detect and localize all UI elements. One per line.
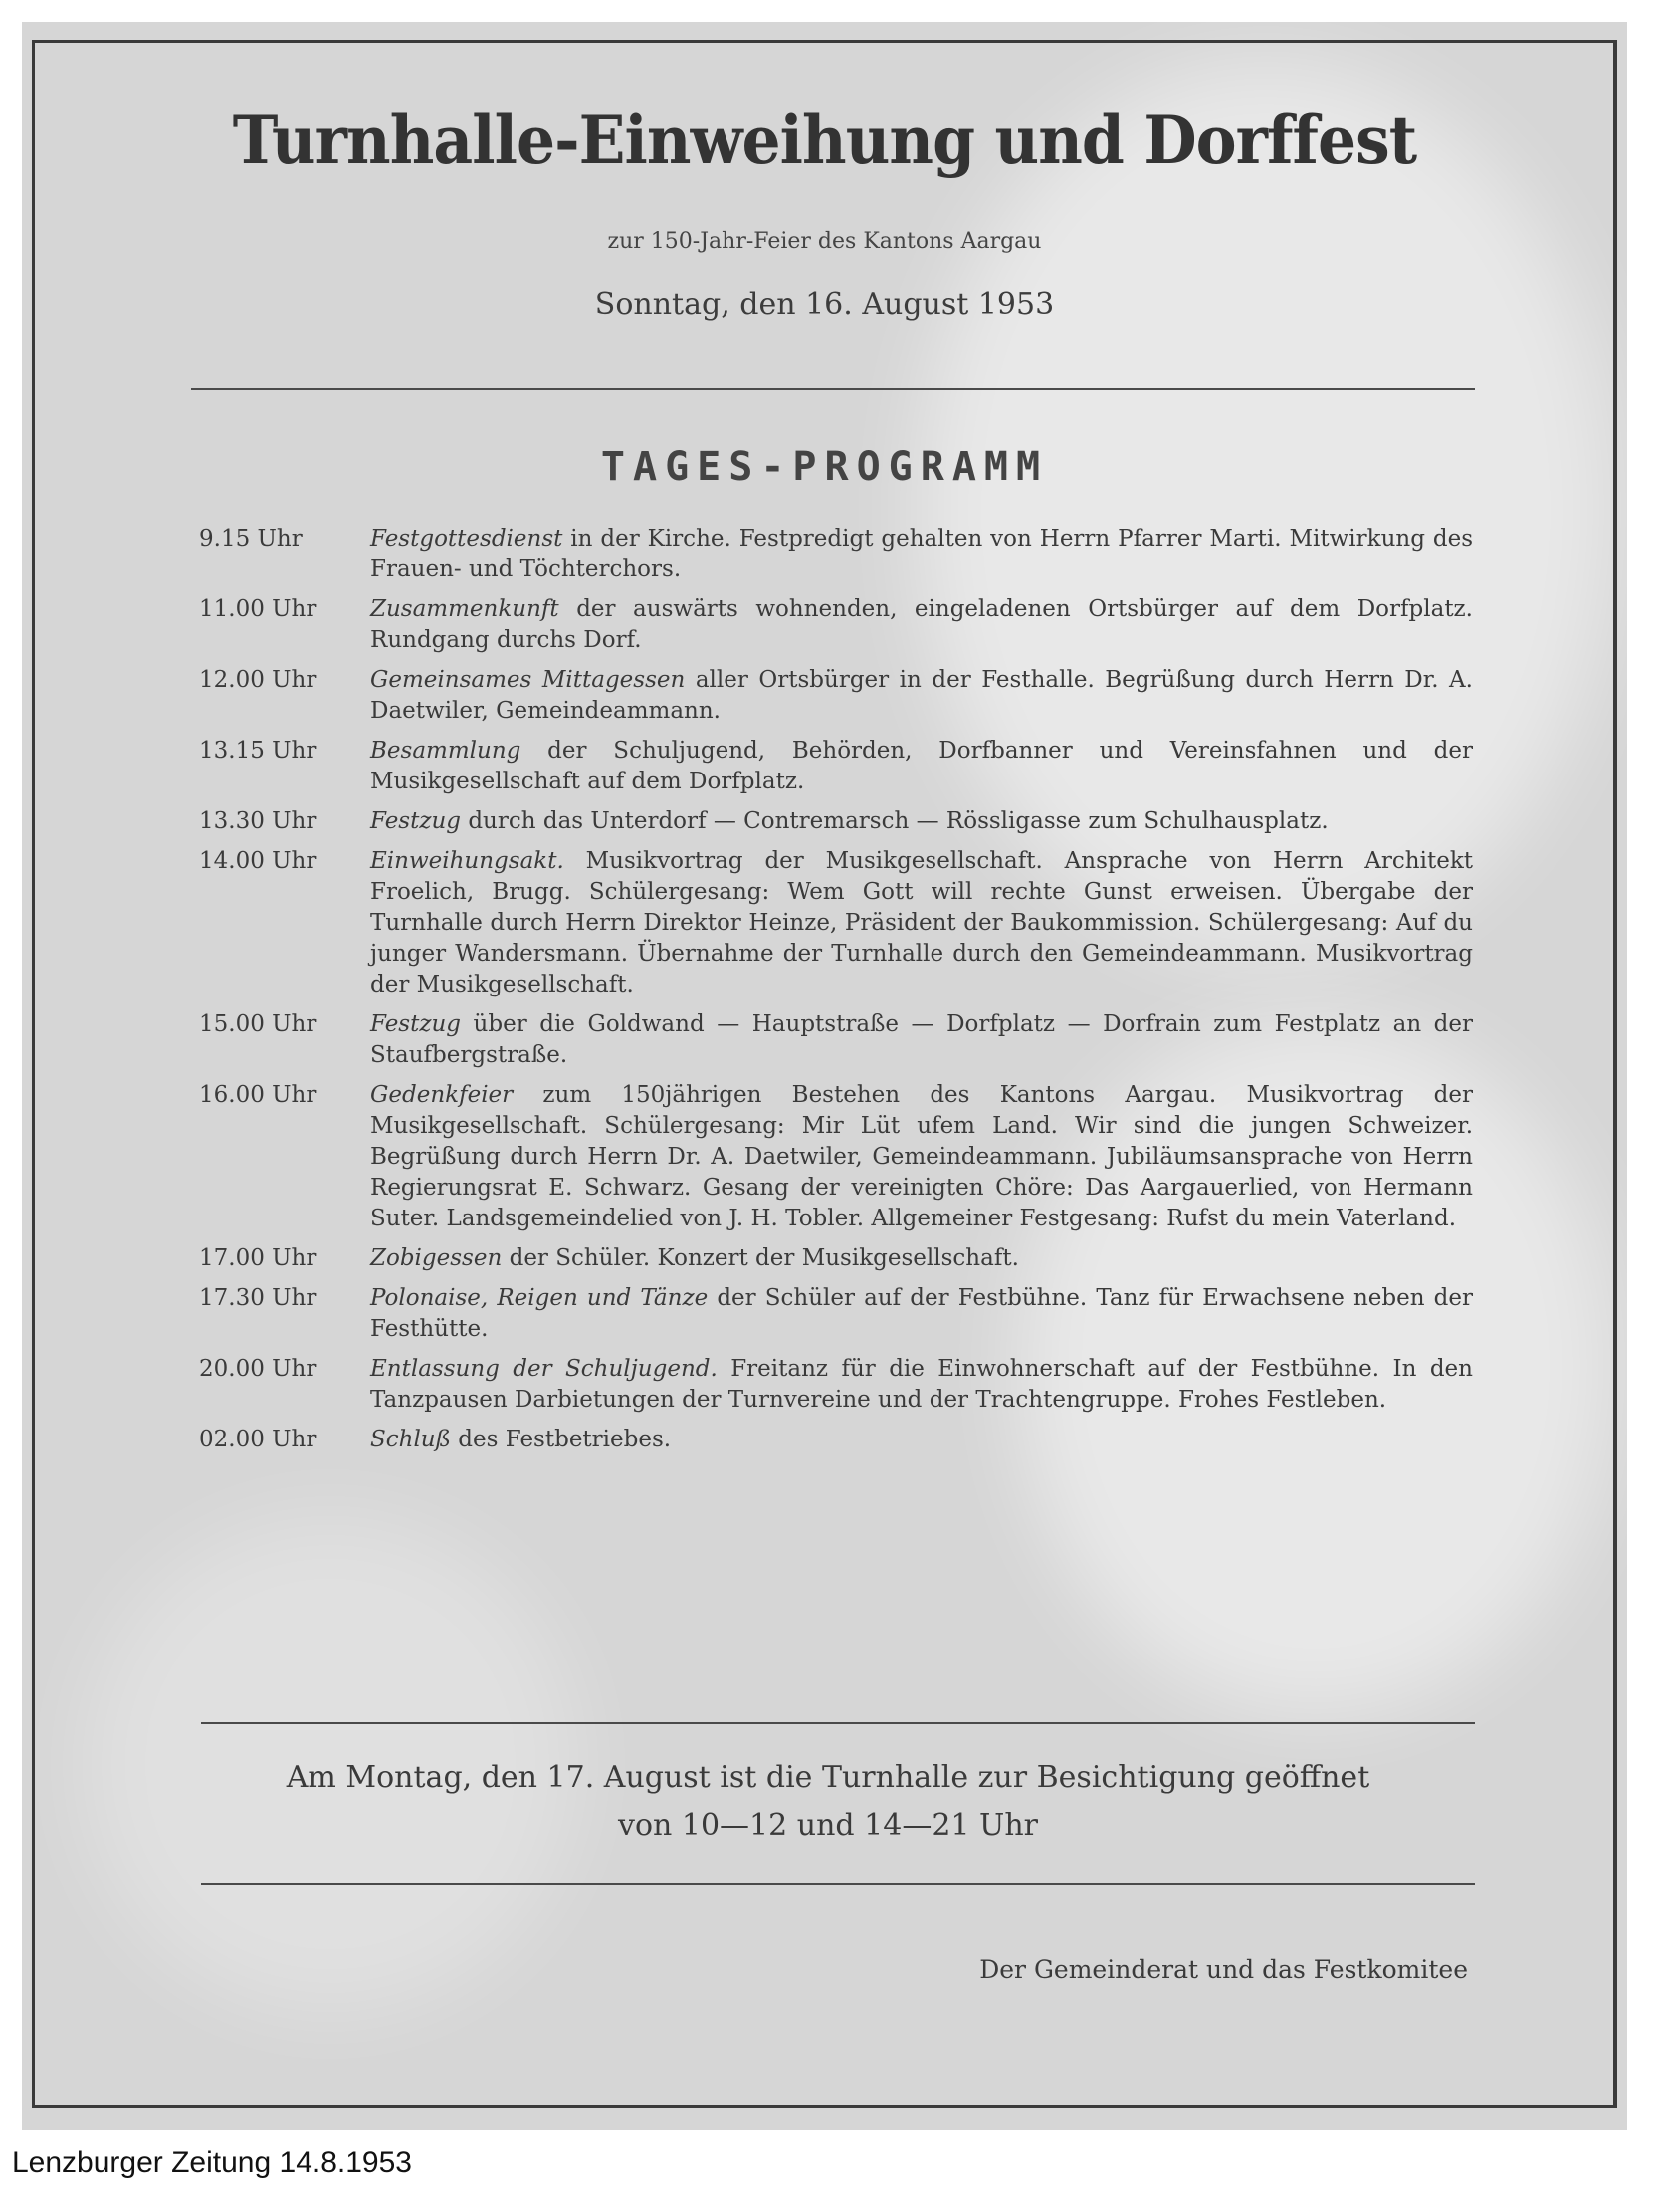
- program-heading: TAGES-PROGRAMM: [600, 444, 1049, 490]
- entry-time: 15.00 Uhr: [199, 1011, 317, 1037]
- program-entry: [199, 594, 1473, 656]
- entry-time: 12.00 Uhr: [199, 667, 317, 693]
- entry-text: des Festbetriebes.: [450, 1427, 672, 1452]
- entry-lead: Gemeinsames Mittagessen: [370, 667, 686, 693]
- entry-lead: Besammlung: [370, 738, 521, 764]
- entry-time: 13.30 Uhr: [199, 808, 317, 834]
- entry-text: Musikvortrag der Musikgesellschaft. Ansprache von Herrn Architekt Froelich, Brugg. Schülergesang: Wem Gott will rechte Gunst erweisen. Übergabe der Turnhalle durch Herrn Direktor Heinze, Präsident der Baukommission. Schülergesang: Auf du junger Wandersmann. Übernahme der Turnhalle durch den Gemeindeammann. Musikvortrag der Musikgesellschaft.: [370, 848, 1473, 997]
- program-entry: [199, 524, 1473, 585]
- entry-text: Freitanz für die Einwohnerschaft auf der Festbühne. In den Tanzpausen Darbietungen der Turnvereine und der Trachtengruppe. Frohes Festleben.: [370, 1356, 1473, 1413]
- entry-lead: Festzug: [370, 808, 462, 834]
- entry-description: [370, 1354, 1473, 1416]
- divider-bottom: [201, 1883, 1475, 1885]
- entry-text: der Schuljugend, Behörden, Dorfbanner und Vereinsfahnen und der Musikgesellschaft auf dem Dorfplatz.: [370, 738, 1473, 794]
- entry-time: 11.00 Uhr: [199, 596, 317, 622]
- program-list: [199, 524, 1473, 1464]
- monday-notice-line-2: von 10—12 und 14—21 Uhr: [618, 1808, 1038, 1843]
- entry-lead: Entlassung der Schuljugend.: [370, 1356, 718, 1382]
- entry-time: 14.00 Uhr: [199, 848, 317, 874]
- entry-lead: Polonaise, Reigen und Tänze: [370, 1285, 709, 1311]
- entry-text: aller Ortsbürger in der Festhalle. Begrüßung durch Herrn Dr. A. Daetwiler, Gemeindeammann.: [370, 667, 1473, 724]
- program-entry: [199, 1354, 1473, 1416]
- entry-text: der auswärts wohnenden, eingeladenen Ortsbürger auf dem Dorfplatz. Rundgang durchs Dorf.: [370, 596, 1473, 653]
- entry-description: [370, 736, 1473, 797]
- entry-description: [370, 806, 1473, 837]
- entry-time: 16.00 Uhr: [199, 1082, 317, 1108]
- entry-time: 13.15 Uhr: [199, 738, 317, 764]
- entry-description: [370, 846, 1473, 1000]
- program-entry: [199, 1425, 1473, 1455]
- entry-description: [370, 594, 1473, 656]
- subtitle: zur 150-Jahr-Feier des Kantons Aargau: [607, 229, 1042, 254]
- event-date: Sonntag, den 16. August 1953: [594, 287, 1055, 322]
- entry-time: 20.00 Uhr: [199, 1356, 317, 1382]
- divider-middle: [201, 1722, 1475, 1724]
- program-entry: [199, 806, 1473, 837]
- page-title: Turnhalle-Einweihung und Dorffest: [232, 102, 1417, 179]
- signature: Der Gemeinderat und das Festkomitee: [979, 1955, 1468, 1984]
- entry-time: 02.00 Uhr: [199, 1427, 317, 1452]
- entry-description: [370, 665, 1473, 727]
- divider-top: [191, 388, 1475, 390]
- entry-text: in der Kirche. Festpredigt gehalten von Herrn Pfarrer Marti. Mitwirkung des Frauen- und Töchterchors.: [370, 526, 1473, 582]
- entry-lead: Zobigessen: [370, 1245, 503, 1271]
- program-entry: [199, 736, 1473, 797]
- entry-text: der Schüler auf der Festbühne. Tanz für Erwachsene neben der Festhütte.: [370, 1285, 1473, 1342]
- entry-text: über die Goldwand — Hauptstraße — Dorfplatz — Dorfrain zum Festplatz an der Staufbergstraße.: [370, 1011, 1473, 1068]
- program-entry: [199, 1243, 1473, 1274]
- program-entry: [199, 1080, 1473, 1234]
- entry-lead: Schluß: [370, 1427, 451, 1452]
- program-entry: [199, 1009, 1473, 1071]
- entry-text: durch das Unterdorf — Contremarsch — Rössligasse zum Schulhausplatz.: [461, 808, 1329, 834]
- entry-lead: Einweihungsakt.: [370, 848, 564, 874]
- entry-description: [370, 1425, 1473, 1455]
- newspaper-clipping: [22, 22, 1627, 2130]
- entry-time: 17.00 Uhr: [199, 1245, 317, 1271]
- entry-description: [370, 1283, 1473, 1345]
- program-entry: [199, 846, 1473, 1000]
- program-entry: [199, 1283, 1473, 1345]
- entry-time: 9.15 Uhr: [199, 526, 303, 552]
- monday-notice: [171, 1754, 1485, 1850]
- program-entry: [199, 665, 1473, 727]
- entry-lead: Zusammenkunft: [370, 596, 559, 622]
- monday-notice-line-1: Am Montag, den 17. August ist die Turnhalle zur Besichtigung geöffnet: [286, 1760, 1370, 1795]
- entry-time: 17.30 Uhr: [199, 1285, 317, 1311]
- entry-lead: Gedenkfeier: [370, 1082, 514, 1108]
- entry-lead: Festgottesdienst: [370, 526, 563, 552]
- entry-description: [370, 524, 1473, 585]
- entry-text: zum 150jährigen Bestehen des Kantons Aargau. Musikvortrag der Musikgesellschaft. Schülergesang: Mir Lüt ufem Land. Wir sind die jungen Schweizer. Begrüßung durch Herrn Dr. A. Daetwiler, Gemeindeammann. Jubiläumsansprache von Herrn Regierungsrat E. Schwarz. Gesang der vereinigten Chöre: Das Aargauerlied, von Hermann Suter. Landsgemeindelied von J. H. Tobler. Allgemeiner Festgesang: Rufst du mein Vaterland.: [370, 1082, 1473, 1231]
- source-caption: Lenzburger Zeitung 14.8.1953: [12, 2146, 412, 2179]
- entry-lead: Festzug: [370, 1011, 462, 1037]
- entry-description: [370, 1243, 1473, 1274]
- entry-description: [370, 1080, 1473, 1234]
- entry-text: der Schüler. Konzert der Musikgesellschaft.: [502, 1245, 1019, 1271]
- entry-description: [370, 1009, 1473, 1071]
